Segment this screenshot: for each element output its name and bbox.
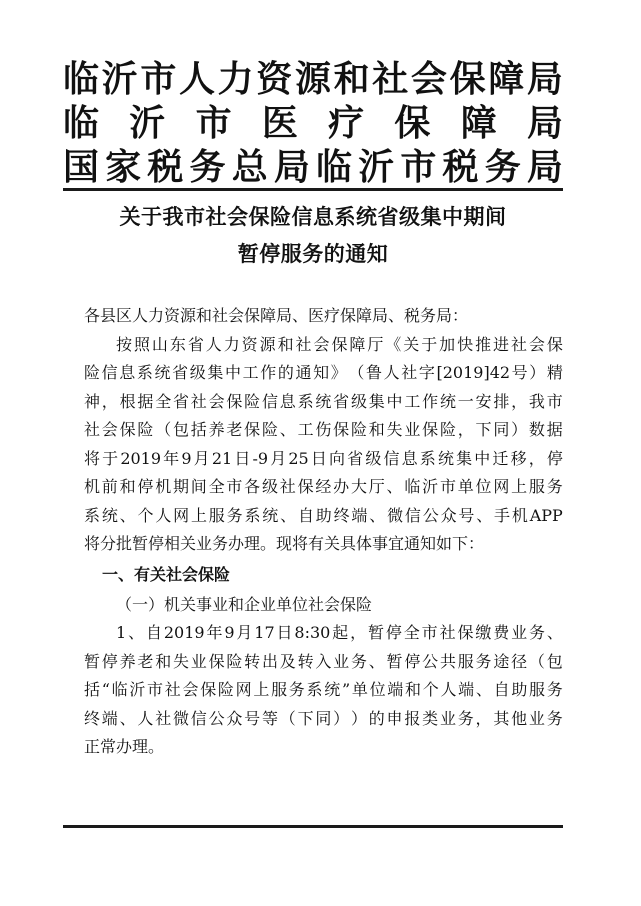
paragraph-2-line: 正常办理。 [84, 737, 165, 756]
issuer-hr-social-security: 临 沂 市 人 力 资 源 和 社 会 保 障 局 [63, 59, 563, 100]
paragraph-1-line: 社 会 保 险 （ 包 括 养 老 保 险 、 工 伤 保 险 和 失 业 保 险 ， 下 同 ） 数 据 [84, 420, 563, 439]
paragraph-2-line: 暂 停 养 老 和 失 业 保 险 转 出 及 转 入 业 务 、 暂 停 公 共 服 务 途 径 （ 包 [84, 651, 563, 671]
issuer-tax-bureau: 国 家 税 务 总 局 临 沂 市 税 务 局 [63, 147, 563, 188]
paragraph-1-line: 将分批暂停相关业务办理。现将有关具体事宜通知如下： [84, 534, 485, 553]
issuer-medical-security: 临 沂 市 医 疗 保 障 局 [63, 103, 563, 144]
paragraph-2-line: 括 “ 临 沂 市 社 会 保 险 网 上 服 务 系 统 ” 单 位 端 和 个 人 端 、 自 助 服 务 [84, 680, 563, 699]
paragraph-1-line: 机 前 和 停 机 期 间 全 市 各 级 社 保 经 办 大 厅 、 临 沂 市 单 位 网 上 服 务 [84, 477, 563, 496]
section-1-heading: 一、有关社会保险 [102, 564, 231, 584]
document-title-line-2: 暂停服务的通知 [237, 242, 389, 266]
subsection-1-heading: （一）机关事业和企业单位社会保险 [116, 594, 373, 614]
paragraph-1-line: 险 信 息 系 统 省 级 集 中 工 作 的 通 知 》 （ 鲁 人 社 字 [2019]42 号 ） 精 [84, 363, 563, 382]
paragraph-1-line: 按 照 山 东 省 人 力 资 源 和 社 会 保 障 厅 《 关 于 加 快 推 进 社 会 保 [116, 334, 563, 354]
footer-divider [63, 825, 563, 828]
paragraph-2-line: 终 端 、 人 社 微 信 公 众 号 等 （ 下 同 ） ） 的 申 报 类 业 务 ， 其 他 业 务 [84, 708, 563, 728]
document-title-line-1: 关于我市社会保险信息系统省级集中期间 [119, 205, 507, 229]
issuing-authorities [63, 58, 563, 190]
paragraph-1-line: 系 统 、 个 人 网 上 服 务 系 统 、 自 助 终 端 、 微 信 公 众 号 、 手 机 APP [84, 505, 563, 525]
header-divider [63, 188, 563, 191]
document-body [84, 302, 563, 762]
paragraph-1-line: 将 于 2019 年 9 月 21 日 -9 月 25 日 向 省 级 信 息 系 统 集 中 迁 移 ， 停 [84, 448, 563, 468]
addressee: 各县区人力资源和社会保障局、医疗保障局、税务局： [84, 306, 469, 325]
paragraph-1-line: 神 ， 根 据 全 省 社 会 保 险 信 息 系 统 省 级 集 中 工 作 统 一 安 排 ， 我 市 [84, 391, 563, 411]
paragraph-2-line: 1 、 自 2019 年 9 月 17 日 8:30 起 ， 暂 停 全 市 社 保 缴 费 业 务 、 [116, 623, 563, 642]
